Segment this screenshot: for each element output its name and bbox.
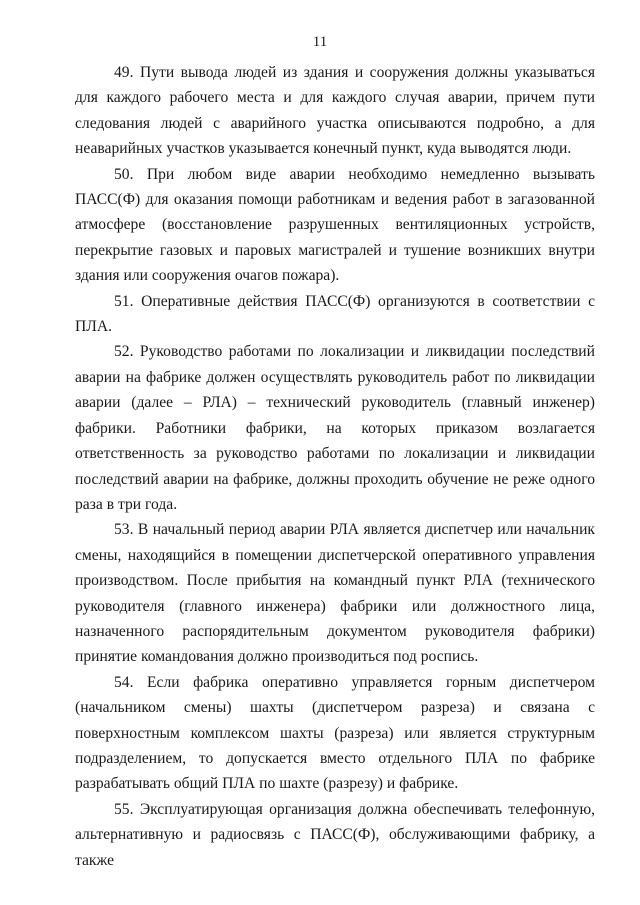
paragraph-51: 51. Оперативные действия ПАСС(Ф) организуются в соответствии с ПЛА. bbox=[75, 292, 595, 336]
paragraph-49: 49. Пути вывода людей из здания и сооружения должны указываться для каждого рабочего места и для каждого случая аварии, причем пути следования людей с аварийного участка описываются подробно, а для неаварийных участков указывается конечный пункт, куда выводятся люди. bbox=[75, 64, 595, 158]
paragraph-52: 52. Руководство работами по локализации и ликвидации последствий аварии на фабрике должен осуществлять руководитель работ по ликвидации аварии (далее – РЛА) – технический руководитель (главный инженер) фабрики. Работники фабрики, на которых приказом возлагается ответственность за руководство работами по локализации и ликвидации последствий аварии на фабрике, должны проходить обучение не реже одного раза в три года. bbox=[75, 343, 595, 513]
paragraph-53: 53. В начальный период аварии РЛА является диспетчер или начальник смены, находящийся в помещении диспетчерской оперативного управления производством. После прибытия на командный пункт РЛА (технического руководителя (главного инженера) фабрики или должностного лица, назначенного распорядительным документом руководителя фабрики) принятие командования должно производиться под роспись. bbox=[75, 521, 595, 666]
paragraph-55: 55. Эксплуатирующая организация должна обеспечивать телефонную, альтернативную и радиосвязь с ПАСС(Ф), обслуживающими фабрику, а также bbox=[75, 800, 595, 869]
page-number: 11 bbox=[312, 34, 328, 50]
paragraph-50: 50. При любом виде аварии необходимо немедленно вызывать ПАСС(Ф) для оказания помощи работникам и ведения работ в загазованной атмосфере (восстановление разрушенных вентиляционных устройств, перекрытие газовых и паровых магистралей и тушение возникших внутри здания или сооружения очагов пожара). bbox=[75, 165, 595, 285]
paragraph-54: 54. Если фабрика оперативно управляется горным диспетчером (начальником смены) шахты (диспетчером разреза) и связана с поверхностным комплексом шахты (разреза) или является структурным подразделением, то допускается вместо отдельного ПЛА по фабрике разрабатывать общий ПЛА по шахте (разрезу) и фабрике. bbox=[75, 673, 595, 793]
document-body bbox=[75, 60, 595, 873]
